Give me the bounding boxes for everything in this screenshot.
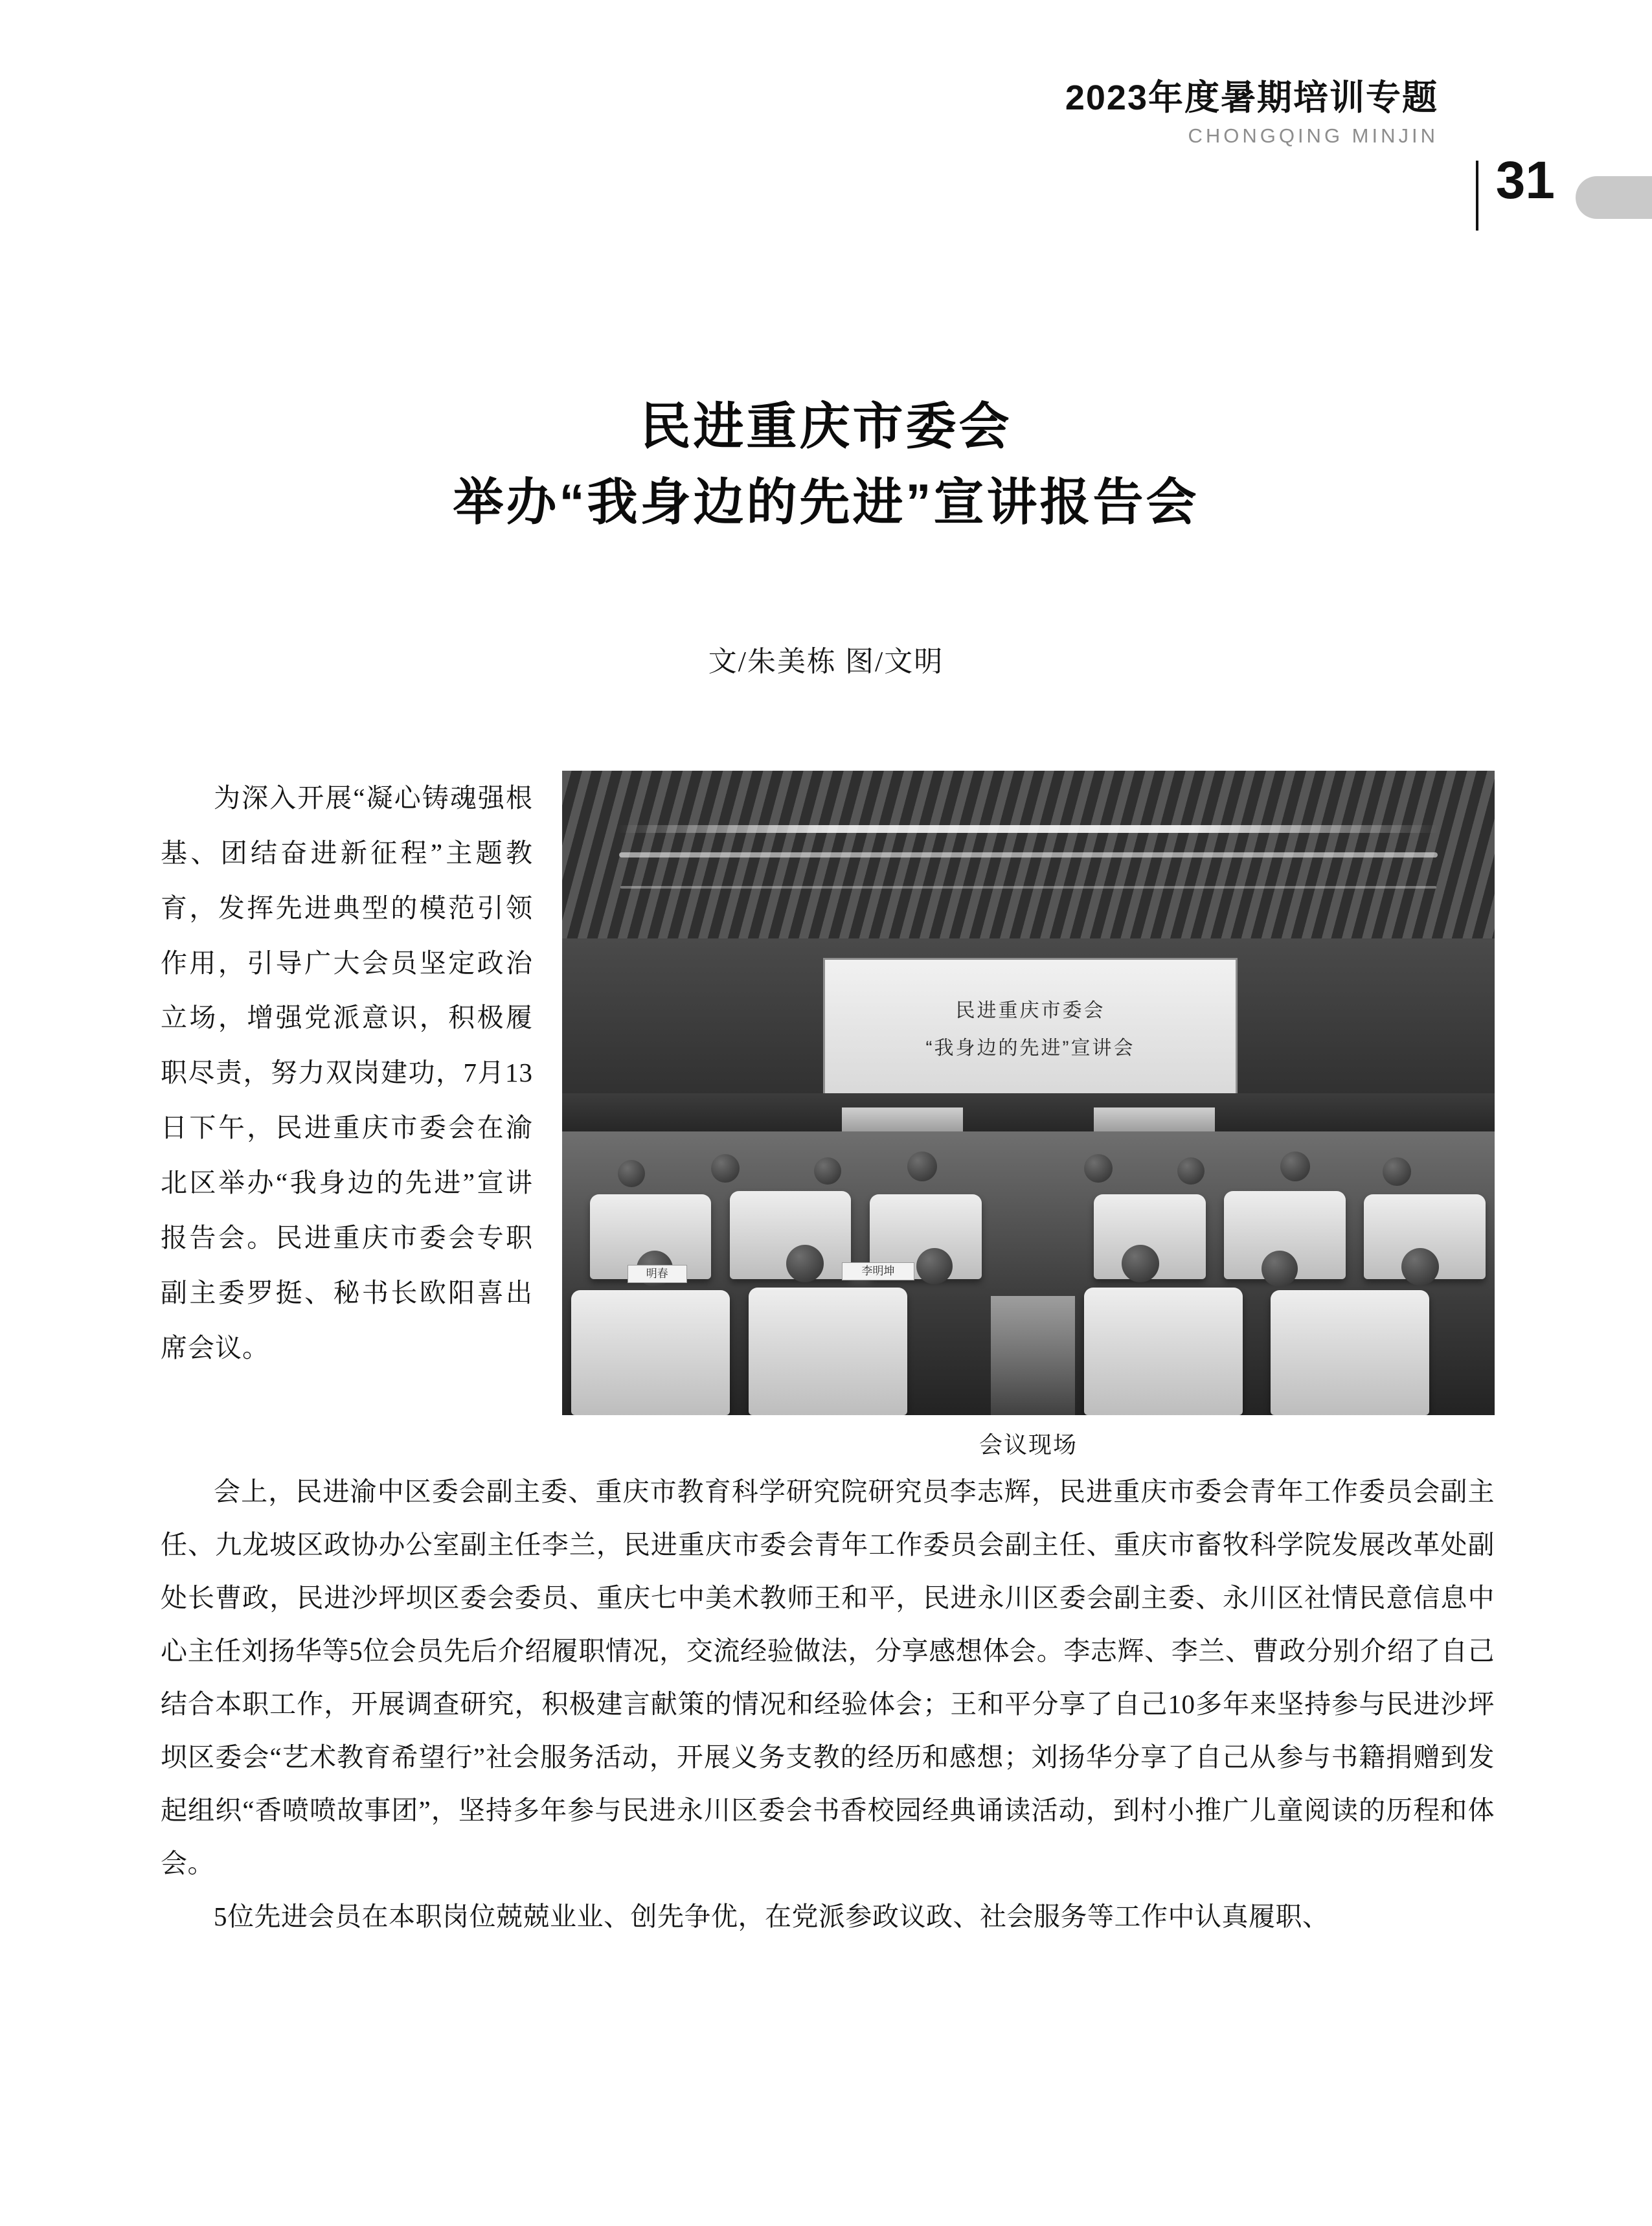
article-content <box>161 771 1495 1943</box>
page-number: 31 <box>1495 151 1555 210</box>
audience-head <box>814 1157 841 1185</box>
audience-head <box>786 1245 824 1282</box>
header-subtitle: CHONGQING MINJIN <box>1188 124 1438 148</box>
article-byline: 文/朱美栋 图/文明 <box>708 646 944 677</box>
photo-ceiling <box>562 771 1495 951</box>
body-paragraph-1: 会上，民进渝中区委会副主委、重庆市教育科学研究院研究员李志辉，民进重庆市委会青年工作委员会副主任、九龙坡区政协办公室副主任李兰，民进重庆市委会青年工作委员会副主任、重庆市畜牧科学院发展改革处副处长曹政，民进沙坪坝区委会委员、重庆七中美术教师王和平，民进永川区委会副主委、永川区社情民意信息中心主任刘扬华等5位会员先后介绍履职情况，交流经验做法，分享感想体会。李志辉、李兰、曹政分别介绍了自己结合本职工作，开展调查研究，积极建言献策的情况和经验体会；王和平分享了自己10多年来坚持参与民进沙坪坝区委会“艺术教育希望行”社会服务活动，开展义务支教的经历和感想；刘扬华分享了自己从参与书籍捐赠到发起组织“香喷喷故事团”，坚持多年参与民进永川区委会书香校园经典诵读活动，到村小推广儿童阅读的历程和体会。 <box>161 1477 1495 1878</box>
audience-head <box>1383 1157 1411 1186</box>
photo-projection-screen <box>823 958 1238 1097</box>
lead-paragraph: 为深入开展“凝心铸魂强根基、团结奋进新征程”主题教育，发挥先进典型的模范引领作用，引导广大会员坚定政治立场，增强党派意识，积极履职尽责，努力双岗建功，7月13日下午，民进重庆市委会在渝北区举办“我身边的先进”宣讲报告会。民进重庆市委会专职副主委罗挺、秘书长欧阳喜出席会议。 <box>161 783 533 1363</box>
screen-text-line-1: 民进重庆市委会 <box>955 1000 1105 1022</box>
article-body <box>161 1465 1495 1943</box>
article-title-line-2: 举办“我身边的先进”宣讲报告会 <box>453 473 1199 530</box>
header-tab-decoration <box>1576 176 1652 219</box>
audience-seat <box>1084 1288 1243 1415</box>
audience-head <box>618 1160 645 1187</box>
audience-head <box>1122 1245 1159 1282</box>
article-figure <box>562 771 1495 1460</box>
photo-aisle <box>991 1296 1075 1415</box>
header-title: 2023年度暑期培训专题 <box>1065 78 1438 117</box>
screen-text-line-2: “我身边的先进”宣讲会 <box>925 1038 1135 1060</box>
article-title-line-1: 民进重庆市委会 <box>640 398 1012 455</box>
audience-seat <box>749 1288 907 1415</box>
audience-head <box>1262 1251 1298 1287</box>
audience-head <box>916 1248 953 1284</box>
photo-audience <box>562 1131 1495 1415</box>
figure-caption: 会议现场 <box>979 1432 1078 1458</box>
audience-head <box>1401 1248 1439 1286</box>
audience-seat <box>1271 1290 1429 1415</box>
lead-paragraph-column <box>161 771 533 1375</box>
article-title <box>0 389 1652 540</box>
photo-nameplate-right: 李明坤 <box>842 1262 914 1280</box>
body-paragraph-2: 5位先进会员在本职岗位兢兢业业、创先争优，在党派参政议政、社会服务等工作中认真履职、 <box>214 1902 1330 1931</box>
photo-nameplate-left: 明春 <box>628 1265 687 1283</box>
audience-head <box>907 1152 937 1181</box>
audience-head <box>1280 1152 1310 1181</box>
audience-head <box>711 1154 740 1183</box>
lead-and-figure-row <box>161 771 1495 1458</box>
header-divider <box>1476 161 1478 231</box>
audience-head <box>1177 1157 1205 1185</box>
audience-seat <box>571 1290 730 1415</box>
header-text-group <box>1065 78 1438 148</box>
conference-photo <box>562 771 1495 1415</box>
audience-head <box>1084 1154 1113 1183</box>
page-header <box>0 78 1652 210</box>
